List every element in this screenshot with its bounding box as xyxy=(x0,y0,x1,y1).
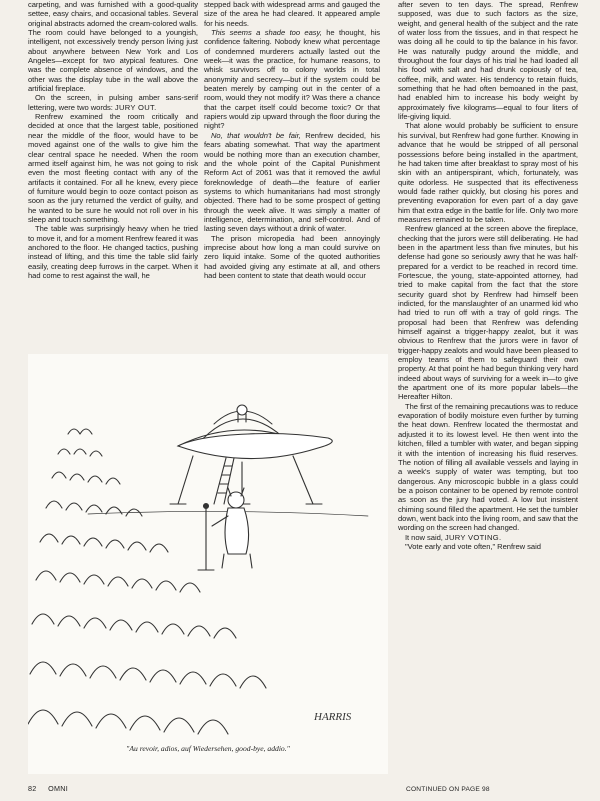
alien-speaker xyxy=(212,488,252,568)
italic-thought: This seems a shade too easy, xyxy=(211,28,322,38)
paragraph: The first of the remaining precautions was to reduce evaporation of bodily moisture even further by turning the heat down. Renfrew located the thermostat and adjusted it to its lowest level. He then went into the kitchen, filled a tumbler with water, and began sipping it with the intention of increasing his fluid reserves. The notion of filling all available vessels and laying in a week's supply of water was tempting, but too dangerous. Any microscopic bubble in a glass could be a poison container to be opened by remote control as soon as the jury had voted. A low but insistent chiming sound filled the apartment. He set the tumbler down, went back into the living room, and saw that the wording on the screen had changed. xyxy=(398,401,578,533)
microphone-stand xyxy=(198,504,214,571)
paragraph-text: Renfrew decided, his fears abating somewhat. That way the apartment would be nothing more than an execution chamber, and the whole point of the Capital Punishment Reform Act of 2061 was that it removed the awful foreknowledge of death—the feature of earlier systems to which humanitarians had most strongly objected. There had to be some prospect of getting through the week alive. It was simply a matter of intelligence, determination, and self-control. And of lasting seven days without a drink of water. xyxy=(204,130,380,234)
article-column-3 xyxy=(398,0,578,551)
flying-saucer xyxy=(170,405,332,504)
artist-signature: HARRIS xyxy=(314,711,352,723)
page-number: 82 xyxy=(28,784,37,793)
screen-message: JURY OUT. xyxy=(114,102,157,112)
screen-message: JURY VOTING. xyxy=(444,532,502,542)
paragraph xyxy=(204,131,380,234)
cartoon-caption: "Au revoir, adios, auf Wiedersehen, good-bye, addio." xyxy=(126,744,290,753)
paragraph: Renfrew examined the room critically and decided at once that the largest table, positioned near the middle of the floor, would have to be moved against one of the walls to give him the clear central space he needed. When the room armed itself against him, he was not going to risk even the most fleeting contact with any of the artifacts it contained. For all he knew, every piece of furniture would begin to ooze contact poison as soon as the jury returned the verdict of guilty, and he wanted to be sure he would not roll over in his sleep and touch something. xyxy=(28,112,198,224)
paragraph xyxy=(28,93,198,112)
paragraph: That alone would probably be sufficient to ensure his survival, but Renfrew had gone further. Knowing in advance that he would be stripped of all personal possessions before being installed in the apartment, he had taken time after breakfast to spray most of his skin with an antiperspirant, which, fortunately, was quite odorless. He suspected that its effectiveness would fade rather quickly, but closing his pores and preventing evaporation for even part of a day gave him that extra edge in the battle for life. Only two more measures remained to be taken. xyxy=(398,121,578,224)
paragraph-text: On the screen, in pulsing amber sans-serif lettering, were two words: xyxy=(28,93,198,112)
paragraph xyxy=(204,28,380,131)
italic-thought: No, that wouldn't be fair, xyxy=(211,130,301,140)
paragraph: The table was surprisingly heavy when he tried to move it, and for a moment Renfrew feared it was anchored to the floor. He changed tactics, pushing instead of lifting, and this time the table slid fairly easily, creating deep furrows in the carpet. When it had come to rest against the wall, he xyxy=(28,224,198,280)
paragraph: "Vote early and vote often," Renfrew said xyxy=(405,541,541,551)
paragraph: Renfrew glanced at the screen above the fireplace, checking that the jurors were still deliberating. He had been in the apartment less than five minutes, but his defense had gone so seriously awry that he was half-prepared for a verdict to be reached in record time. Fortescue, the young, state-appointed attorney, had tried to make capital from the fact that the store security guard shot by Renfrew had himself been indicted, for the manslaughter of an unarmed kid who had tried to run off with a tray of gold rings. The proposal had been that Renfrew was defending himself against a trigger-happy zealot, but it was obvious to Renfrew that the jurors were in favor of trigger-happy zealots and would have been pleased to employ teams of them to safeguard their own property. At that point he had begun thinking very hard indeed about ways of surviving for a week in—to give the apartment one of its more popular labels—the Hereafter Hilton. xyxy=(398,224,578,402)
page-footer xyxy=(28,784,68,793)
article-column-1 xyxy=(28,0,198,280)
cartoon-illustration xyxy=(28,354,388,774)
magazine-name: OMNI xyxy=(48,784,69,793)
paragraph: The prison micropedia had been annoyingly imprecise about how long a man could survive on zero liquid intake. Some of the quoted authorities had avoided giving any estimate at all, and others had been content to state that death would occur xyxy=(204,233,380,280)
paragraph: carpeting, and was furnished with a good-quality settee, easy chairs, and occasional tables. Several original abstracts adorned the cream-colored walls. The room could have belonged to a youngish, intelligent, not excessively trendy person living just about anywhere between New York and Los Angeles—except for two atypical features. One was the complete absence of windows, and the other was the display tube in the wall above the artificial fireplace. xyxy=(28,0,198,94)
article-column-2 xyxy=(204,0,380,280)
paragraph: after seven to ten days. The spread, Renfrew supposed, was due to such factors as the size, weight, and general health of the subject and the rate of water loss from the tissues, and in that respect he was doing all he could to tip the balance in his favor. He was naturally pudgy around the middle, and throughout the four days of his trial he had loaded all his food with salt and had drunk copiously of tea, coffee, milk, and water. His tendency to retain fluids, something that he had often bemoaned in the past, had enabled him to increase his body weight by approximately five kilograms—equal to four liters of life-giving liquid. xyxy=(398,0,578,122)
continued-note: CONTINUED ON PAGE 98 xyxy=(406,786,490,793)
paragraph-text: he thought, his confidence faltering. Nobody knew what percentage of condemned murderers actually lasted out the week—it was the practice, for humane reasons, to whisk survivors off to colony worlds in total anonymity and secrecy—but if the system could be beaten merely by camping out in the center of a room, would they not modify it? Was there a chance that the carpet itself could become toxic? Or that rapiers would zip upward through the floor during the night? xyxy=(204,28,380,131)
paragraph: stepped back with widespread arms and gauged the size of the area he had cleared. It appeared ample for his needs. xyxy=(204,0,380,28)
paragraph xyxy=(398,533,578,542)
cartoon-drawing xyxy=(28,354,388,774)
paragraph-text: It now said, xyxy=(405,532,445,542)
